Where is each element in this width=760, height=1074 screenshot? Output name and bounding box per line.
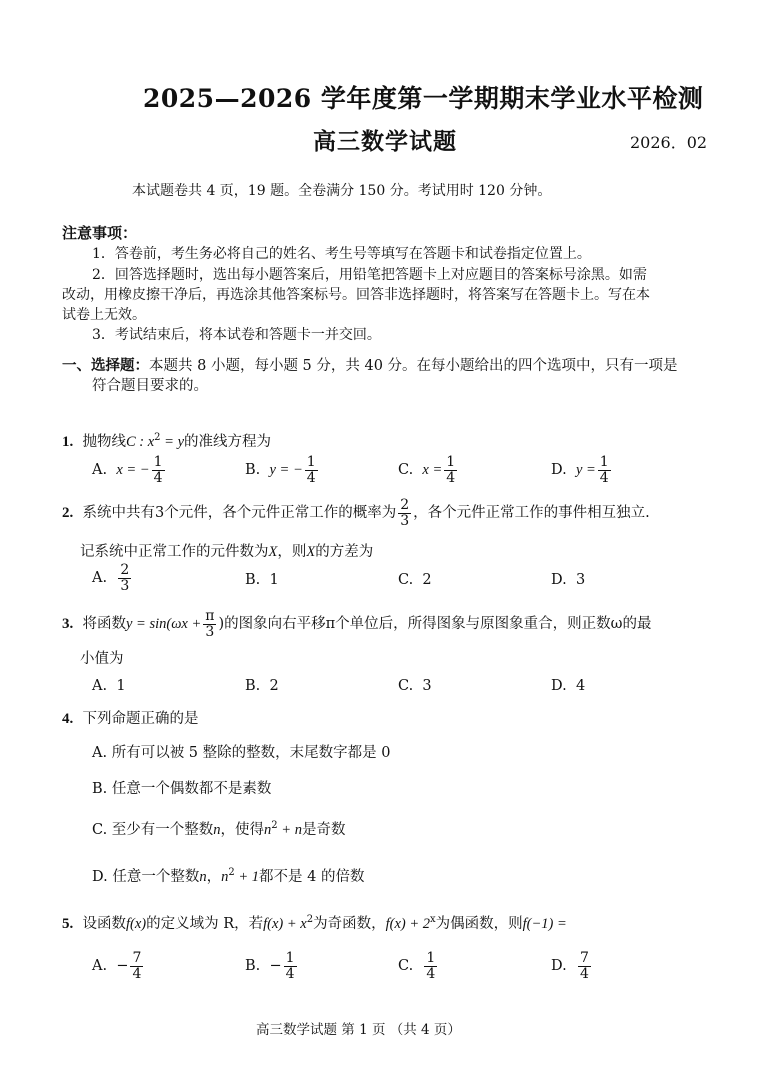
exponent: x xyxy=(430,914,436,926)
notes-heading: 注意事项： xyxy=(62,224,138,242)
denominator: 4 xyxy=(306,469,316,486)
note-item-2-line-1: 2．回答选择题时，选出每小题答案后，用铅笔把答题卡上对应题目的答案标号涂黑。如需 xyxy=(92,267,647,283)
question-number: 1. xyxy=(62,434,74,450)
option-label: A. xyxy=(92,678,108,694)
option-value: 3 xyxy=(422,678,432,694)
question-text: 的定义域为 R，若 xyxy=(146,916,264,932)
option-value: 1 xyxy=(116,678,126,694)
option-label: C. xyxy=(398,678,414,694)
question-text: 设函数 xyxy=(82,916,126,932)
option-value: 3 xyxy=(575,572,586,588)
option-text: D. 任意一个整数 xyxy=(92,869,200,885)
question-text: ，则 xyxy=(277,544,307,560)
option-text: 是奇数 xyxy=(301,822,346,838)
option-label: B. xyxy=(245,572,261,588)
section-title: 选择题： xyxy=(91,358,149,374)
numerator: 1 xyxy=(426,950,436,966)
denominator: 3 xyxy=(400,512,410,529)
question-text: 为奇函数， xyxy=(313,916,386,932)
q4-option-a[interactable]: A. 所有可以被 5 整除的整数，末尾数字都是 0 xyxy=(92,745,391,761)
q1-option-a[interactable] xyxy=(92,455,167,485)
math-expr: + 1 xyxy=(234,869,259,885)
numerator: 2 xyxy=(120,562,130,578)
option-label: A. xyxy=(92,462,108,479)
exam-info: 本试题卷共 4 页，19 题。全卷满分 150 分。考试用时 120 分钟。 xyxy=(132,183,552,199)
math-var: X xyxy=(268,544,278,560)
q4-option-c[interactable] xyxy=(92,818,345,839)
option-value: 1 xyxy=(269,572,279,588)
q1-option-d[interactable] xyxy=(551,455,613,485)
option-expr: x = − xyxy=(116,462,150,479)
q5-option-c[interactable] xyxy=(398,951,439,981)
option-label: C. xyxy=(398,958,414,975)
question-text: 系统中共有3个元件，各个元件正常工作的概率为 xyxy=(82,505,397,522)
exponent: 2 xyxy=(154,432,161,444)
q2-option-c[interactable] xyxy=(398,572,432,588)
option-label: C. xyxy=(398,572,414,588)
page-footer: 高三数学试题 第 1 页 （共 4 页） xyxy=(256,1022,461,1038)
q5-option-a[interactable] xyxy=(92,951,145,981)
math-expr: = y xyxy=(160,434,185,450)
question-number: 3. xyxy=(62,616,74,633)
math-expr: n xyxy=(264,822,272,838)
fraction xyxy=(305,455,318,485)
option-label: D. xyxy=(551,678,567,694)
exam-title: 2025—2026 学年度第一学期期末学业水平检测 xyxy=(143,84,704,113)
question-text: 的准线方程为 xyxy=(184,434,272,450)
fraction xyxy=(444,455,457,485)
fraction xyxy=(118,563,131,593)
q4-option-d[interactable] xyxy=(92,865,364,886)
math-expr: f(x) + x xyxy=(263,916,307,932)
note-item-2-line-2: 改动，用橡皮擦干净后，再选涂其他答案标号。回答非选择题时，将答案写在答题卡上。写在本 xyxy=(62,287,650,303)
math-expr: ) xyxy=(218,616,225,633)
option-label: B. xyxy=(245,462,261,479)
math-expr: + n xyxy=(277,822,302,838)
option-label: A. xyxy=(92,958,108,975)
numerator: 1 xyxy=(599,454,609,470)
denominator: 4 xyxy=(579,965,589,982)
q3-option-c[interactable] xyxy=(398,678,432,694)
option-value: 4 xyxy=(575,678,586,694)
numerator: 1 xyxy=(285,950,295,966)
question-text: 将函数 xyxy=(82,616,126,633)
option-label: C. xyxy=(398,462,414,479)
denominator: 3 xyxy=(205,623,215,640)
question-2-line-2 xyxy=(80,540,373,561)
question-number: 2. xyxy=(62,505,74,522)
option-label: D. xyxy=(551,462,567,479)
question-text: 下列命题正确的是 xyxy=(82,711,199,727)
option-label: D. xyxy=(551,572,567,588)
question-2 xyxy=(62,498,650,528)
fraction xyxy=(598,455,611,485)
question-1 xyxy=(62,430,271,451)
option-label: A. xyxy=(92,570,108,587)
fraction xyxy=(203,609,216,639)
denominator: 4 xyxy=(153,469,163,486)
question-5 xyxy=(62,912,567,933)
math-expr: f(x) xyxy=(125,916,147,932)
math-expr: C : x xyxy=(125,434,155,450)
note-item-1: 1．答卷前，考生务必将自己的姓名、考生号等填写在答题卡和试卷指定位置上。 xyxy=(92,246,591,262)
math-expr: y = sin(ωx + xyxy=(125,616,202,633)
numerator: 7 xyxy=(132,950,142,966)
question-number: 4. xyxy=(62,711,74,727)
math-expr: f(x) + 2 xyxy=(385,916,430,932)
note-item-3: 3．考试结束后，将本试卷和答题卡一并交回。 xyxy=(92,327,381,343)
math-expr: n xyxy=(221,869,229,885)
exponent: 2 xyxy=(271,820,278,832)
question-3-line-2: 小值为 xyxy=(80,651,124,667)
q2-option-b[interactable] xyxy=(245,572,279,588)
fraction xyxy=(578,951,591,981)
option-expr: y = xyxy=(575,462,596,479)
section-instructions-2: 符合题目要求的。 xyxy=(92,378,208,394)
q3-option-d[interactable] xyxy=(551,678,585,694)
exam-date: 2026．02 xyxy=(630,133,708,152)
math-expr: f(−1) = xyxy=(522,916,567,932)
option-value: 2 xyxy=(269,678,279,694)
q2-option-d[interactable] xyxy=(551,572,585,588)
exponent: 2 xyxy=(306,914,314,926)
numerator: 1 xyxy=(446,454,456,470)
numerator: 2 xyxy=(400,497,410,513)
option-expr: x = xyxy=(422,462,443,479)
math-var: n xyxy=(199,869,207,885)
option-sign: − xyxy=(116,958,129,975)
option-value: 2 xyxy=(422,572,432,588)
math-var: n xyxy=(213,822,221,838)
note-item-2-line-3: 试卷上无效。 xyxy=(62,307,146,323)
numerator: 1 xyxy=(153,454,163,470)
denominator: 4 xyxy=(599,469,609,486)
fraction xyxy=(130,951,143,981)
q1-option-b[interactable] xyxy=(245,455,320,485)
numerator: 7 xyxy=(579,950,589,966)
denominator: 4 xyxy=(426,965,436,982)
question-4 xyxy=(62,707,198,728)
section-instructions-1: 本题共 8 小题，每小题 5 分，共 40 分。在每小题给出的四个选项中，只有一项是 xyxy=(149,358,678,374)
q2-option-a[interactable] xyxy=(92,563,133,593)
q3-option-a[interactable] xyxy=(92,678,126,694)
question-text: 的方差为 xyxy=(315,544,374,560)
denominator: 3 xyxy=(120,577,130,594)
question-text: 抛物线 xyxy=(82,434,126,450)
section-heading xyxy=(62,354,678,375)
question-text: 的图象向右平移π个单位后，所得图象与原图象重合，则正数ω的最 xyxy=(224,616,652,633)
q1-option-c[interactable] xyxy=(398,455,459,485)
fraction xyxy=(284,951,297,981)
option-label: D. xyxy=(551,958,567,975)
option-label: B. xyxy=(245,678,261,694)
q5-option-d[interactable] xyxy=(551,951,593,981)
fraction xyxy=(424,951,437,981)
question-text: ，各个元件正常工作的事件相互独立. xyxy=(413,505,650,522)
option-sign: − xyxy=(269,958,282,975)
section-label: 一、 xyxy=(62,358,91,374)
denominator: 4 xyxy=(285,965,295,982)
question-number: 5. xyxy=(62,916,74,932)
option-text: ，使得 xyxy=(220,822,265,838)
q3-option-b[interactable] xyxy=(245,678,279,694)
denominator: 4 xyxy=(446,469,456,486)
denominator: 4 xyxy=(132,965,142,982)
exam-subtitle: 高三数学试题 xyxy=(313,128,457,155)
option-text: 都不是 4 的倍数 xyxy=(259,869,365,885)
fraction xyxy=(398,498,411,528)
question-text: 为偶函数，则 xyxy=(435,916,523,932)
numerator: 1 xyxy=(306,454,316,470)
math-var: X xyxy=(306,544,316,560)
option-text: ， xyxy=(206,869,222,885)
option-text: C. 至少有一个整数 xyxy=(92,822,214,838)
q4-option-b[interactable]: B. 任意一个偶数都不是素数 xyxy=(92,781,272,797)
numerator: π xyxy=(205,608,215,624)
question-text: 记系统中正常工作的元件数为 xyxy=(80,544,269,560)
question-3 xyxy=(62,609,652,639)
q5-option-b[interactable] xyxy=(245,951,299,981)
fraction xyxy=(152,455,165,485)
option-expr: y = − xyxy=(269,462,303,479)
exponent: 2 xyxy=(228,867,235,879)
option-label: B. xyxy=(245,958,261,975)
